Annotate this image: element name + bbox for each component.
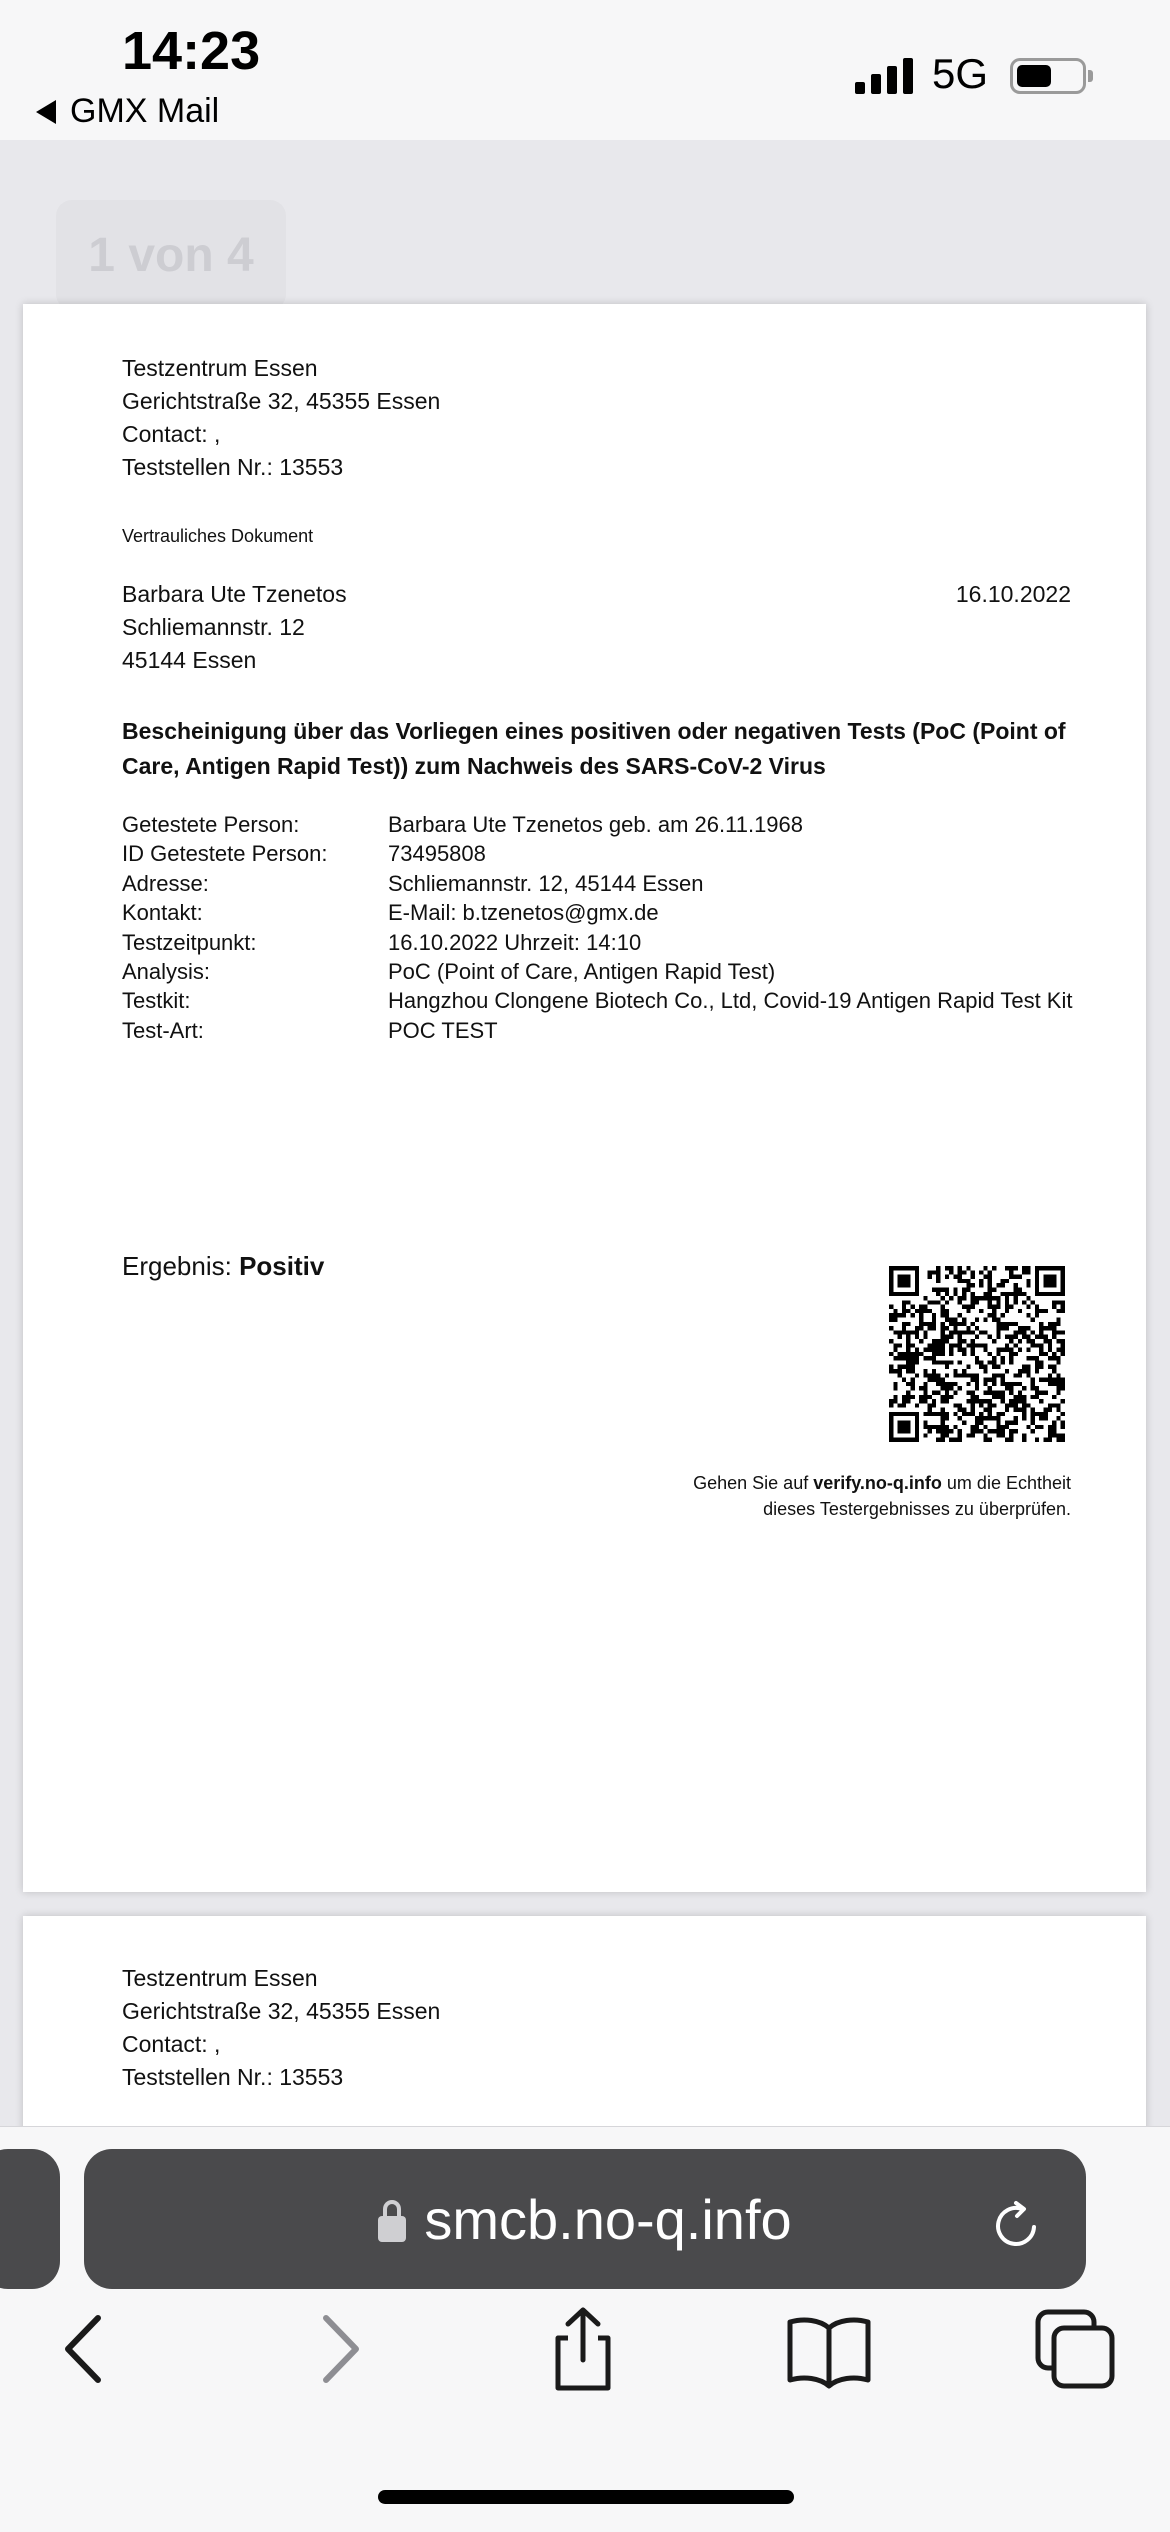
qr-code-icon <box>889 1266 1065 1442</box>
test-result <box>122 1250 324 1283</box>
page-indicator: 1 von 4 <box>56 200 286 310</box>
bookmarks-icon[interactable] <box>784 2304 874 2394</box>
sender-station: Teststellen Nr.: 13553 <box>122 2064 344 2090</box>
back-icon[interactable] <box>40 2304 130 2394</box>
sender-name: Testzentrum Essen <box>122 355 318 381</box>
tabs-icon[interactable] <box>1030 2304 1120 2394</box>
detail-value: PoC (Point of Care, Antigen Rapid Test) <box>388 959 776 985</box>
detail-value: 73495808 <box>388 841 486 867</box>
detail-row <box>122 839 1072 868</box>
battery-icon <box>1010 58 1086 94</box>
detail-value: Hangzhou Clongene Biotech Co., Ltd, Covid-19 Antigen Rapid Test Kit <box>388 988 1073 1014</box>
clock: 14:23 <box>122 21 261 81</box>
detail-label: Kontakt: <box>122 900 203 926</box>
previous-tab-preview[interactable] <box>0 2149 60 2289</box>
detail-row <box>122 986 1072 1015</box>
sender-street: Gerichtstraße 32, 45355 Essen <box>122 1998 441 2024</box>
verify-link[interactable]: verify.no-q.info <box>813 1473 942 1493</box>
sender-name: Testzentrum Essen <box>122 1965 318 1991</box>
back-app-label: GMX Mail <box>70 92 220 130</box>
recipient-street: Schliemannstr. 12 <box>122 614 305 640</box>
detail-value: E-Mail: b.tzenetos@gmx.de <box>388 900 659 926</box>
forward-icon[interactable] <box>294 2304 384 2394</box>
detail-label: Getestete Person: <box>122 812 300 837</box>
detail-row <box>122 928 1072 957</box>
detail-value: 16.10.2022 Uhrzeit: 14:10 <box>388 929 642 955</box>
detail-value: POC TEST <box>388 1017 498 1043</box>
share-icon[interactable] <box>538 2304 628 2394</box>
back-to-app-button[interactable] <box>36 92 219 131</box>
detail-row <box>122 898 1072 927</box>
reload-icon[interactable] <box>988 2197 1044 2253</box>
detail-label: Test-Art: <box>122 1017 204 1043</box>
sender-street: Gerichtstraße 32, 45355 Essen <box>122 388 441 414</box>
sender-contact: Contact: , <box>122 2031 221 2057</box>
verify-prefix: Gehen Sie auf <box>693 1473 809 1493</box>
back-triangle-icon <box>36 100 56 124</box>
detail-label: Adresse: <box>122 870 209 896</box>
detail-row <box>122 810 1072 839</box>
document-date: 16.10.2022 <box>955 581 1071 607</box>
document-page-2[interactable] <box>23 1916 1146 2136</box>
recipient-address <box>122 578 347 677</box>
url-text: smcb.no-q.info <box>424 2187 792 2251</box>
detail-label: Analysis: <box>122 959 211 985</box>
sender-address <box>122 1962 440 2094</box>
detail-row <box>122 869 1072 898</box>
details-table <box>122 810 1072 1045</box>
verify-suffix: um die Echtheit dieses Testergebnisses zu überprüfen. <box>763 1473 1071 1519</box>
recipient-city: 45144 Essen <box>122 647 257 673</box>
verify-note <box>671 1470 1071 1522</box>
detail-row <box>122 957 1072 986</box>
status-bar <box>0 0 1170 140</box>
detail-value: Schliemannstr. 12, 45144 Essen <box>388 870 704 896</box>
network-type: 5G <box>932 50 989 97</box>
confidential-label: Vertrauliches Dokument <box>122 526 314 546</box>
recipient-name: Barbara Ute Tzenetos <box>122 581 347 607</box>
detail-label: ID Getestete Person: <box>122 841 328 867</box>
signal-icon <box>855 58 913 94</box>
home-indicator <box>378 2490 794 2504</box>
document-heading: Bescheinigung über das Vorliegen eines positiven oder negativen Tests (PoC (Point of Care, Antigen Rapid Test)) zum Nachweis des SARS-CoV-2 Virus <box>122 718 1066 779</box>
lock-icon <box>378 2204 406 2244</box>
result-label: Ergebnis: <box>122 1251 232 1281</box>
sender-contact: Contact: , <box>122 421 221 447</box>
address-bar[interactable] <box>84 2149 1086 2289</box>
detail-label: Testzeitpunkt: <box>122 929 257 955</box>
sender-address <box>122 352 440 484</box>
detail-value: Barbara Ute Tzenetos geb. am 26.11.1968 <box>388 812 804 837</box>
result-value: Positiv <box>239 1251 325 1281</box>
detail-label: Testkit: <box>122 988 191 1014</box>
battery-tip <box>1088 70 1093 82</box>
document-page-1[interactable] <box>23 304 1146 1892</box>
detail-row <box>122 1016 1072 1045</box>
sender-station: Teststellen Nr.: 13553 <box>122 454 344 480</box>
